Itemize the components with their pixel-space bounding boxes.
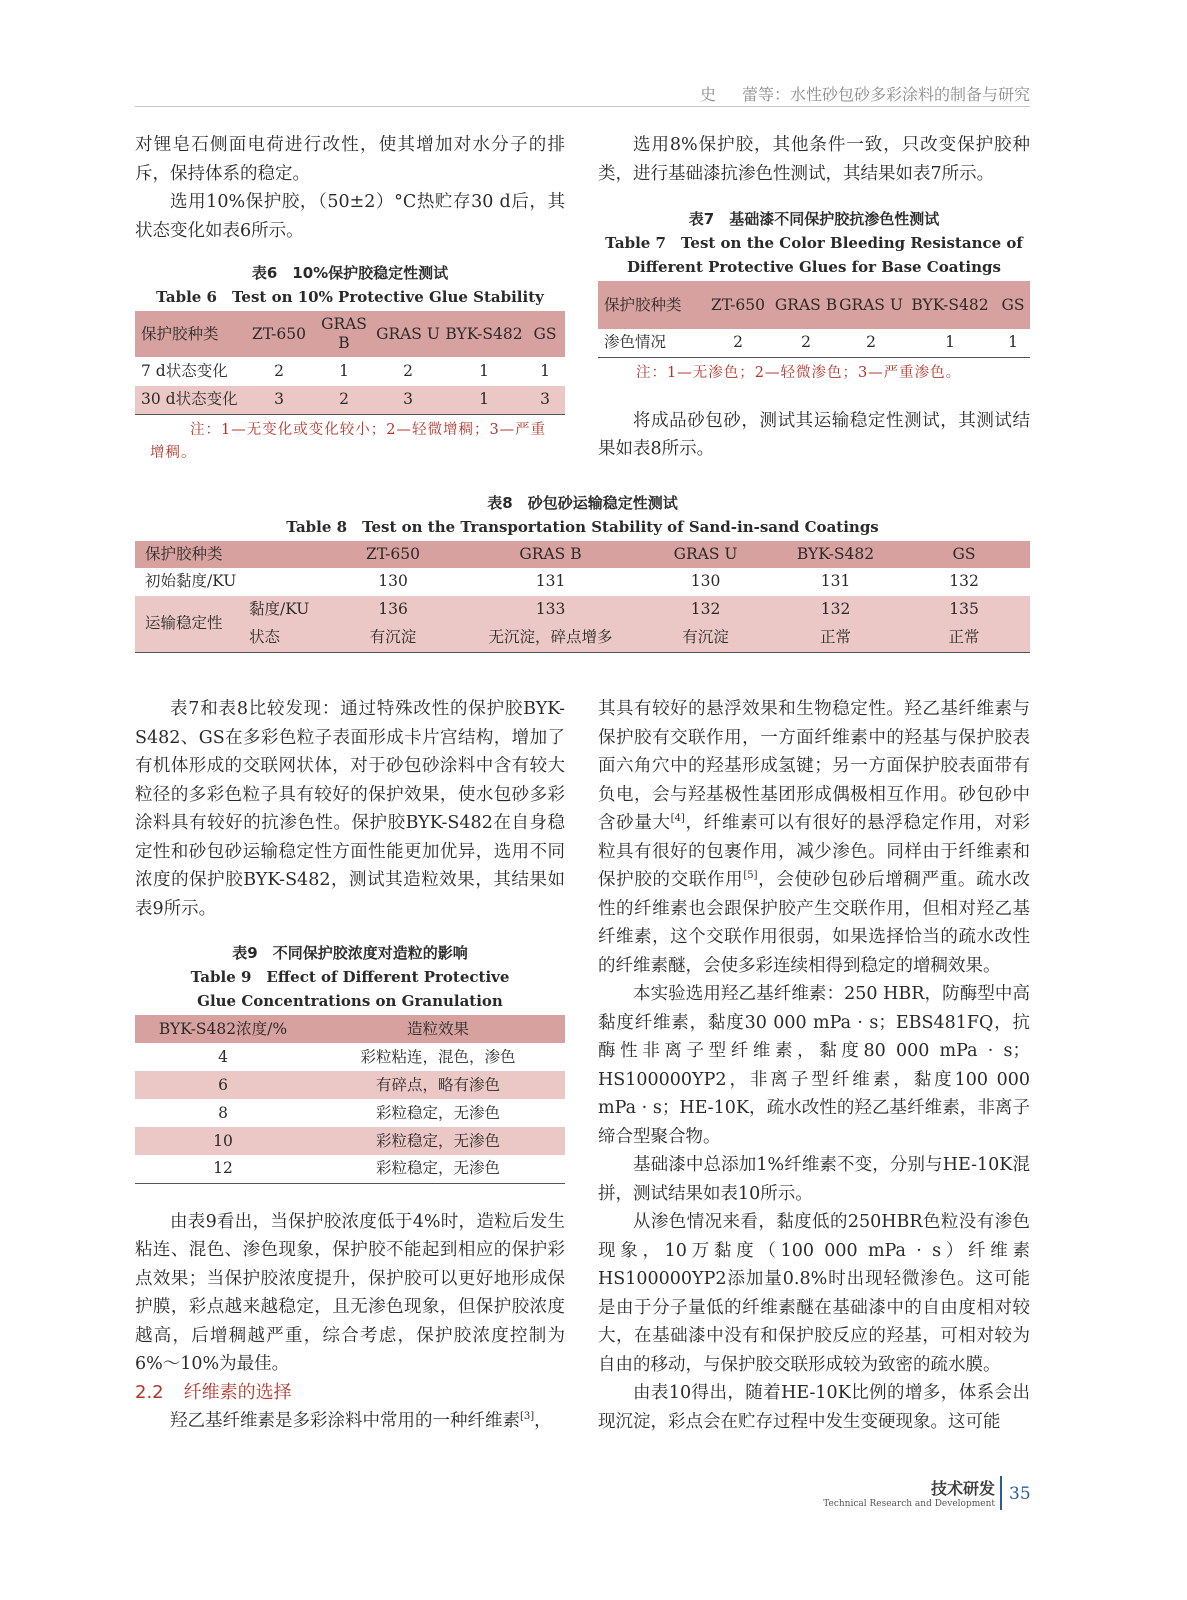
cell: 2 — [733, 333, 743, 352]
text: ， — [534, 1411, 552, 1431]
paragraph: 选用8%保护胶，其他条件一致，只改变保护胶种类，进行基础漆抗渗色性测试，其结果如表7所示。 — [598, 135, 1030, 184]
table7 — [598, 281, 1030, 358]
cell: 8 — [218, 1103, 228, 1122]
footer-section — [823, 1476, 995, 1509]
row-group-label: 运输稳定性 — [145, 614, 223, 633]
table-row — [135, 568, 1030, 596]
paragraph: 基础漆中总添加1%纤维素不变，分别与HE-10K混拼，测试结果如表10所示。 — [598, 1155, 1030, 1204]
table-row — [135, 1127, 565, 1155]
header-cell: BYK-S482浓度/% — [158, 1019, 288, 1038]
cell: 有碎点，略有渗色 — [375, 1075, 500, 1094]
table9 — [135, 1015, 565, 1184]
text: 其具有较好的悬浮效果和生物稳定性。羟乙基纤维素与保护胶有交联作用，一方面纤维素中的羟基与保护胶表面六角穴中的羟基形成氢键；另一方面保护胶表面带有负电，会与羟基极性基团形成偶极相互作用。砂包砂中含砂量大 — [598, 699, 1030, 833]
left-column-bottom — [135, 695, 565, 1436]
cell: 1 — [945, 333, 955, 352]
bottom-columns — [135, 695, 1030, 1436]
cell: 135 — [949, 600, 979, 618]
header-cell: ZT-650 — [252, 324, 306, 343]
cell: 彩粒粘连，混色，渗色 — [360, 1047, 516, 1066]
header-cell: GRAS U — [376, 324, 440, 343]
text: ，会使砂包砂后增稠严重。疏水改性的纤维素也会跟保护胶产生交联作用，但相对羟乙基纤维素，这个交联作用很弱，如果选择恰当的疏水改性的纤维素醚，会使多彩连续相得到稳定的增稠效果。 — [598, 870, 1031, 976]
cell: 1 — [1008, 333, 1018, 352]
top-columns — [135, 131, 1030, 465]
cell: 2 — [801, 333, 811, 352]
cell: 黏度/KU — [249, 600, 310, 618]
header-cell: BYK-S482 — [445, 324, 523, 343]
cell: 初始黏度/KU — [145, 572, 237, 590]
table-header-row — [135, 311, 565, 357]
cell: 4 — [218, 1047, 228, 1066]
header-cell: BYK-S482 — [911, 295, 989, 314]
header-author: 史 — [699, 85, 716, 104]
right-column-bottom — [598, 695, 1030, 1436]
text: 羟乙基纤维素是多彩涂料中常用的一种纤维素 — [170, 1411, 520, 1431]
cell: 有沉淀 — [682, 628, 729, 647]
table6-caption-en: Table 6 Test on 10% Protective Glue Stability — [156, 288, 544, 306]
running-header — [700, 82, 1030, 105]
header-title: 蕾等：水性砂包砂多彩涂料的制备与研究 — [741, 85, 1030, 104]
section-heading — [135, 1379, 565, 1408]
table6-note: 注：1—无变化或变化较小；2—轻微增稠；3—严重增稠。 — [150, 421, 547, 461]
table-row — [135, 1043, 565, 1071]
cell: 2 — [403, 362, 413, 380]
footer-section-zh: 技术研发 — [930, 1479, 995, 1498]
table7-caption-zh: 表7 基础漆不同保护胶抗渗色性测试 — [688, 210, 940, 228]
page-number: 35 — [1009, 1484, 1031, 1504]
cell: 132 — [690, 600, 721, 618]
section-number: 2.2 — [135, 1381, 164, 1403]
cell: 133 — [535, 600, 566, 618]
footer-divider — [1000, 1476, 1002, 1510]
paragraph: 选用10%保护胶，（50±2）°C热贮存30 d后，其状态变化如表6所示。 — [135, 192, 565, 241]
cell: 有沉淀 — [369, 628, 417, 647]
table-header-row — [598, 281, 1030, 329]
cell: 渗色情况 — [604, 333, 667, 352]
citation: [5] — [743, 870, 758, 882]
header-cell: GRAS B — [519, 544, 582, 563]
citation: [3] — [520, 1411, 535, 1423]
cell: 7 d状态变化 — [141, 362, 228, 380]
section-title: 纤维素的选择 — [183, 1381, 292, 1403]
table-row — [135, 1155, 565, 1183]
cell: 彩粒稳定，无渗色 — [375, 1159, 500, 1178]
cell: 131 — [820, 572, 851, 590]
paragraph: 将成品砂包砂，测试其运输稳定性测试，其测试结果如表8所示。 — [598, 410, 1030, 459]
header-cell: GRAS B — [774, 295, 838, 314]
table-row — [135, 1099, 565, 1127]
header-cell: ZT-650 — [711, 295, 765, 314]
right-column-top — [598, 131, 1030, 464]
citation: [4] — [670, 813, 685, 825]
page-body — [135, 131, 1030, 1436]
cell: 1 — [339, 362, 349, 380]
header-cell: 保护胶种类 — [145, 544, 223, 563]
cell: 3 — [540, 390, 550, 409]
cell: 1 — [540, 362, 550, 380]
cell: 3 — [403, 390, 413, 409]
table6 — [135, 311, 565, 415]
table9-caption-en: Table 9 Effect of Different Protective Glue Concentrations on Granulation — [190, 968, 510, 1010]
table-row — [135, 386, 565, 414]
header-cell: GRAS U — [673, 544, 738, 563]
table7-caption-en: Table 7 Test on the Color Bleeding Resistance of Different Protective Glues for Base Coatings — [605, 234, 1023, 276]
paragraph: 本实验选用羟乙基纤维素：250 HBR，防酶型中高黏度纤维素，黏度30 000 mPa · s；EBS481FQ，抗酶性非离子型纤维素，黏度80 000 mPa · s；HS100000YP2，非离子型纤维素，黏度100 000 mPa · s；HE-10K，疏水改性的羟乙基纤维素，非离子缔合型聚合物。 — [598, 984, 1030, 1147]
cell: 6 — [218, 1075, 228, 1094]
cell: 2 — [274, 362, 284, 380]
paragraph: 从渗色情况来看，黏度低的250HBR色粒没有渗色现象，10万黏度（100 000 mPa · s）纤维素HS100000YP2添加量0.8%时出现轻微渗色。这可能是由于分子量低的纤维素醚在基础漆中的自由度相对较大，在基础漆中没有和保护胶反应的羟基，可相对较为自由的移动，与保护胶交联形成较为致密的疏水膜。 — [598, 1212, 1030, 1375]
cell: 131 — [535, 572, 566, 590]
header-cell: 造粒效果 — [406, 1019, 469, 1038]
cell: 132 — [820, 600, 851, 618]
table8-caption-en: Table 8 Test on the Transportation Stability of Sand-in-sand Coatings — [286, 517, 879, 536]
table-row — [598, 329, 1030, 357]
cell: 2 — [866, 333, 876, 352]
cell: 130 — [690, 572, 721, 590]
table-row — [135, 596, 1030, 624]
paragraph: 由表9看出，当保护胶浓度低于4%时，造粒后发生粘连、混色、渗色现象，保护胶不能起到相应的保护彩点效果；当保护胶浓度提升，保护胶可以更好地形成保护膜，彩点越来越稳定，且无渗色现象，但保护胶浓度越高，后增稠越严重，综合考虑，保护胶浓度控制为6%～10%为最佳。 — [135, 1211, 565, 1374]
cell: 无沉淀，碎点增多 — [488, 628, 613, 647]
paragraph: 表7和表8比较发现：通过特殊改性的保护胶BYK-S482、GS在多彩色粒子表面形成卡片宫结构，增加了有机体形成的交联网状体，对于砂包砂涂料中含有较大粒径的多彩色粒子具有较好的保护效果，使水包砂多彩涂料具有较好的抗渗色性。保护胶BYK-S482在自身稳定性和砂包砂运输稳定性方面性能更加优异，选用不同浓度的保护胶BYK-S482，测试其造粒效果，其结果如表9所示。 — [135, 699, 565, 919]
header-cell: ZT-650 — [366, 544, 420, 563]
paragraph: 对锂皂石侧面电荷进行改性，使其增加对水分子的排斥，保持体系的稳定。 — [135, 135, 565, 184]
cell: 彩粒稳定，无渗色 — [375, 1103, 500, 1122]
table-header-row — [135, 1015, 565, 1043]
cell: 状态 — [249, 628, 281, 647]
header-cell: 保护胶种类 — [604, 295, 682, 314]
table6-caption-zh: 表6 10%保护胶稳定性测试 — [251, 264, 449, 282]
header-cell: GRAS B — [321, 315, 367, 352]
cell: 136 — [378, 600, 408, 618]
footer-section-en: Technical Research and Development — [823, 1499, 995, 1509]
table-row — [135, 1071, 565, 1099]
paragraph — [598, 695, 1030, 980]
left-column-top — [135, 131, 565, 465]
header-rule — [135, 106, 1030, 107]
cell: 2 — [339, 390, 349, 409]
cell: 130 — [378, 572, 408, 590]
header-cell: 保护胶种类 — [141, 324, 219, 343]
table8 — [135, 541, 1030, 654]
header-cell: GS — [952, 544, 976, 563]
table7-note: 注：1—无渗色；2—轻微渗色；3—严重渗色。 — [636, 364, 962, 381]
cell: 30 d状态变化 — [141, 390, 238, 409]
cell: 132 — [949, 572, 979, 590]
header-cell: GS — [533, 324, 557, 343]
header-cell: BYK-S482 — [796, 544, 875, 563]
paragraph — [135, 1407, 565, 1436]
cell: 12 — [213, 1159, 233, 1178]
cell: 1 — [479, 390, 489, 409]
table9-caption-zh: 表9 不同保护胶浓度对造粒的影响 — [232, 944, 468, 962]
table-row — [135, 624, 1030, 653]
table-header-row — [135, 541, 1030, 568]
cell: 彩粒稳定，无渗色 — [375, 1131, 500, 1150]
cell: 1 — [479, 362, 489, 380]
text: ，纤维素可以有很好的悬浮稳定作用，对彩粒具有很好的包裹作用，减少渗色。同样由于纤维素和保护胶的交联作用 — [598, 813, 1031, 890]
table-row — [135, 357, 565, 386]
table8-block — [135, 491, 1030, 654]
header-cell: GS — [1001, 295, 1025, 314]
cell: 3 — [274, 390, 284, 409]
header-cell: GRAS U — [839, 295, 903, 314]
cell: 10 — [213, 1131, 233, 1150]
paragraph: 由表10得出，随着HE-10K比例的增多，体系会出现沉淀，彩点会在贮存过程中发生变硬现象。这可能 — [598, 1383, 1030, 1432]
table8-caption-zh: 表8 砂包砂运输稳定性测试 — [487, 493, 678, 512]
cell: 正常 — [948, 628, 980, 647]
cell: 正常 — [820, 628, 852, 647]
